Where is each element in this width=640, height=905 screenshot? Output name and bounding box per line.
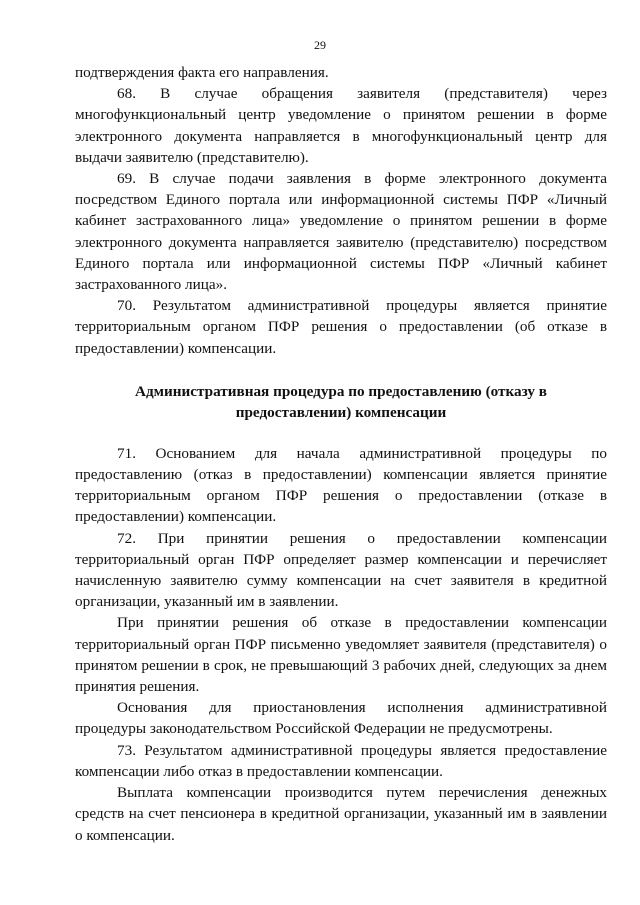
paragraph-continuation: подтверждения факта его направления. — [75, 64, 329, 81]
paragraph-68: 68. В случае обращения заявителя (представителя) через многофункциональный центр уведомление о принятом решении в форме электронного документа направляется в многофункциональный центр для выдачи заявителю (представителю). — [75, 85, 607, 166]
paragraph-suspension-grounds: Основания для приостановления исполнения административной процедуры законодательством Российской Федерации не предусмотрены. — [75, 699, 607, 738]
paragraph-71: 71. Основанием для начала административной процедуры по предоставлению (отказ в предоставлении) компенсации является принятие территориальным органом ПФР решения о предоставлении (отказе в предоставлении) компенсации. — [75, 444, 607, 526]
paragraph-70: 70. Результатом административной процедуры является принятие территориальным органом ПФР решения о предоставлении (об отказе в предоставлении) компенсации. — [75, 297, 607, 357]
paragraph-payment: Выплата компенсации производится путем перечисления денежных средств на счет пенсионера в кредитной организации, указанный им в заявлении о компенсации. — [75, 784, 607, 844]
document-body — [75, 62, 607, 846]
paragraph-refusal-notice: При принятии решения об отказе в предоставлении компенсации территориальный орган ПФР письменно уведомляет заявителя (представителя) о принятом решении в срок, не превышающий 3 рабочих дней, следующих за днем принятия решения. — [75, 614, 607, 696]
page-number: 29 — [314, 38, 326, 52]
section-heading: Административная процедура по предоставлению (отказу в предоставлении) компенсации — [135, 382, 547, 421]
paragraph-73: 73. Результатом административной процедуры является предоставление компенсации либо отказ в предоставлении компенсации. — [75, 741, 607, 780]
paragraph-72: 72. При принятии решения о предоставлении компенсации территориальный орган ПФР определяет размер компенсации и перечисляет начисленную заявителю сумму компенсации на счет заявителя в кредитной организации, указанный им в заявлении. — [75, 529, 607, 611]
paragraph-69: 69. В случае подачи заявления в форме электронного документа посредством Единого портала или информационной системы ПФР «Личный кабинет застрахованного лица» уведомление о принятом решении в форме электронного документа направляется заявителю (представителю) посредством Единого портала или информационной системы ПФР «Личный кабинет застрахованного лица». — [75, 170, 607, 294]
